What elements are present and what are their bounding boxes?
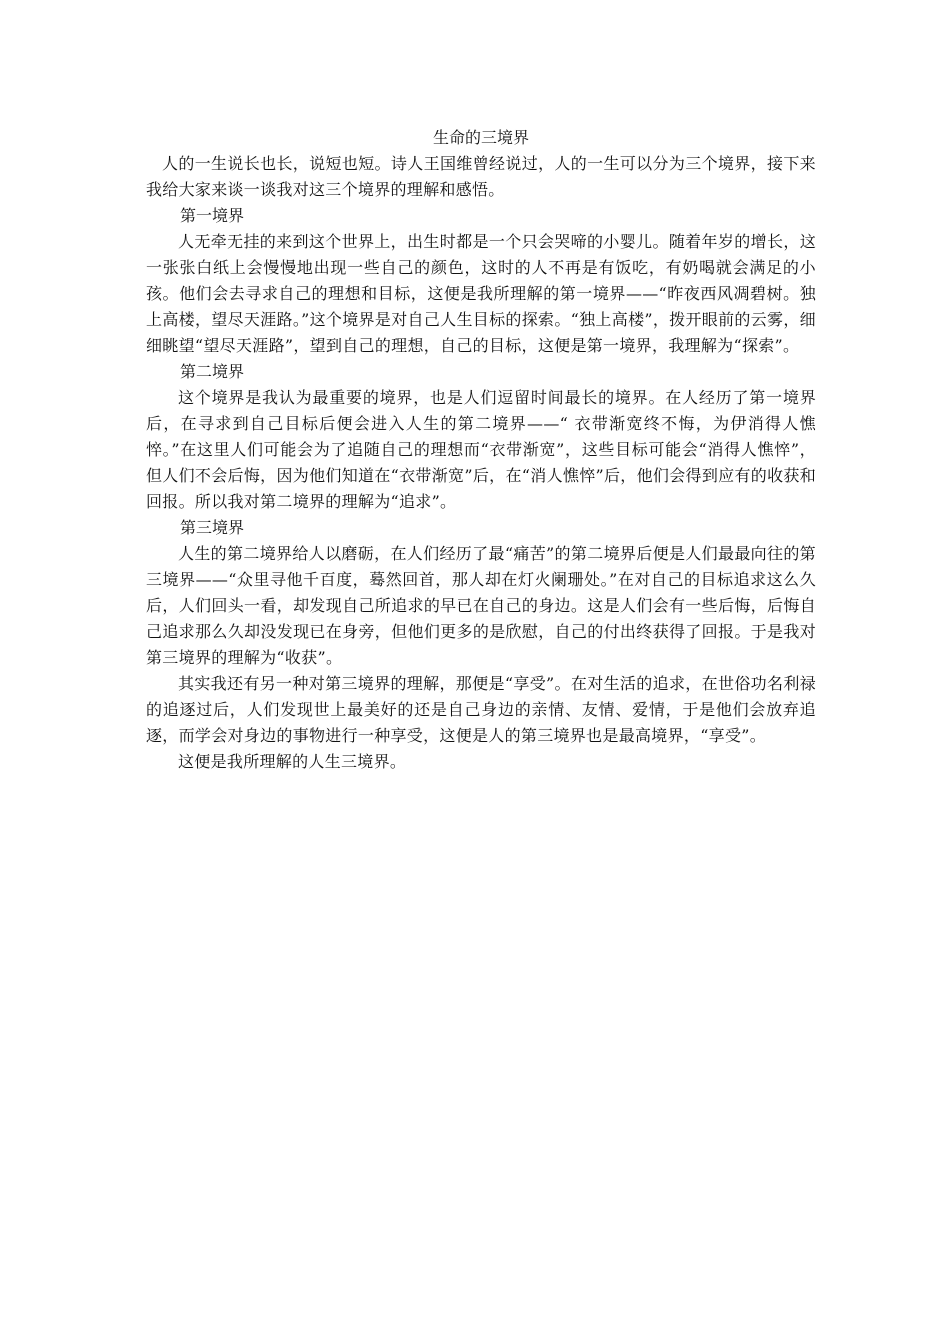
section-1-paragraph: 人无牵无挂的来到这个世界上，出生时都是一个只会哭啼的小婴儿。随着年岁的增长，这一张张白纸上会慢慢地出现一些自己的颜色，这时的人不再是有饭吃，有奶喝就会满足的小孩。他们会去寻求自己的理想和目标，这便是我所理解的第一境界——“昨夜西风凋碧树。独上高楼，望尽天涯路。”这个境界是对自己人生目标的探索。“独上高楼”，拨开眼前的云雾，细细眺望“望尽天涯路”，望到自己的理想，自己的目标，这便是第一境界，我理解为“探索”。 (146, 232, 816, 355)
section-3-paragraph: 人生的第二境界给人以磨砺，在人们经历了最“痛苦”的第二境界后便是人们最最向往的第三境界——“众里寻他千百度，蓦然回首，那人却在灯火阑珊处。”在对自己的目标追求这么久后，人们回头一看，却发现自己所追求的早已在自己的身边。这是人们会有一些后悔，后悔自己追求那么久却没发现已在身旁，但他们更多的是欣慰，自己的付出终获得了回报。于是我对第三境界的理解为“收获”。 (146, 544, 816, 667)
section-2-paragraph: 这个境界是我认为最重要的境界，也是人们逗留时间最长的境界。在人经历了第一境界后，在寻求到自己目标后便会进入人生的第二境界——“ 衣带渐宽终不悔，为伊消得人憔悴。”在这里人们可能会为了追随自己的理想而“衣带渐宽”，这些目标可能会“消得人憔悴”，但人们不会后悔，因为他们知道在“衣带渐宽”后，在“消人憔悴”后，他们会得到应有的收获和回报。所以我对第二境界的理解为“追求”。 (146, 388, 816, 511)
section-3-extra-paragraph: 其实我还有另一种对第三境界的理解，那便是“享受”。在对生活的追求，在世俗功名利禄的追逐过后，人们发现世上最美好的还是自己身边的亲情、友情、爱情，于是他们会放弃追逐，而学会对身边的事物进行一种享受，这便是人的第三境界也是最高境界，“享受”。 (146, 674, 816, 745)
section-3-heading: 第三境界 (180, 518, 245, 537)
conclusion-paragraph: 这便是我所理解的人生三境界。 (178, 752, 407, 771)
intro-paragraph: 人的一生说长也长，说短也短。诗人王国维曾经说过，人的一生可以分为三个境界，接下来我给大家来谈一谈我对这三个境界的理解和感悟。 (146, 154, 816, 199)
document-title: 生命的三境界 (432, 128, 529, 147)
section-2-heading: 第二境界 (180, 362, 245, 381)
document-page (146, 124, 816, 775)
section-1-heading: 第一境界 (180, 206, 245, 225)
